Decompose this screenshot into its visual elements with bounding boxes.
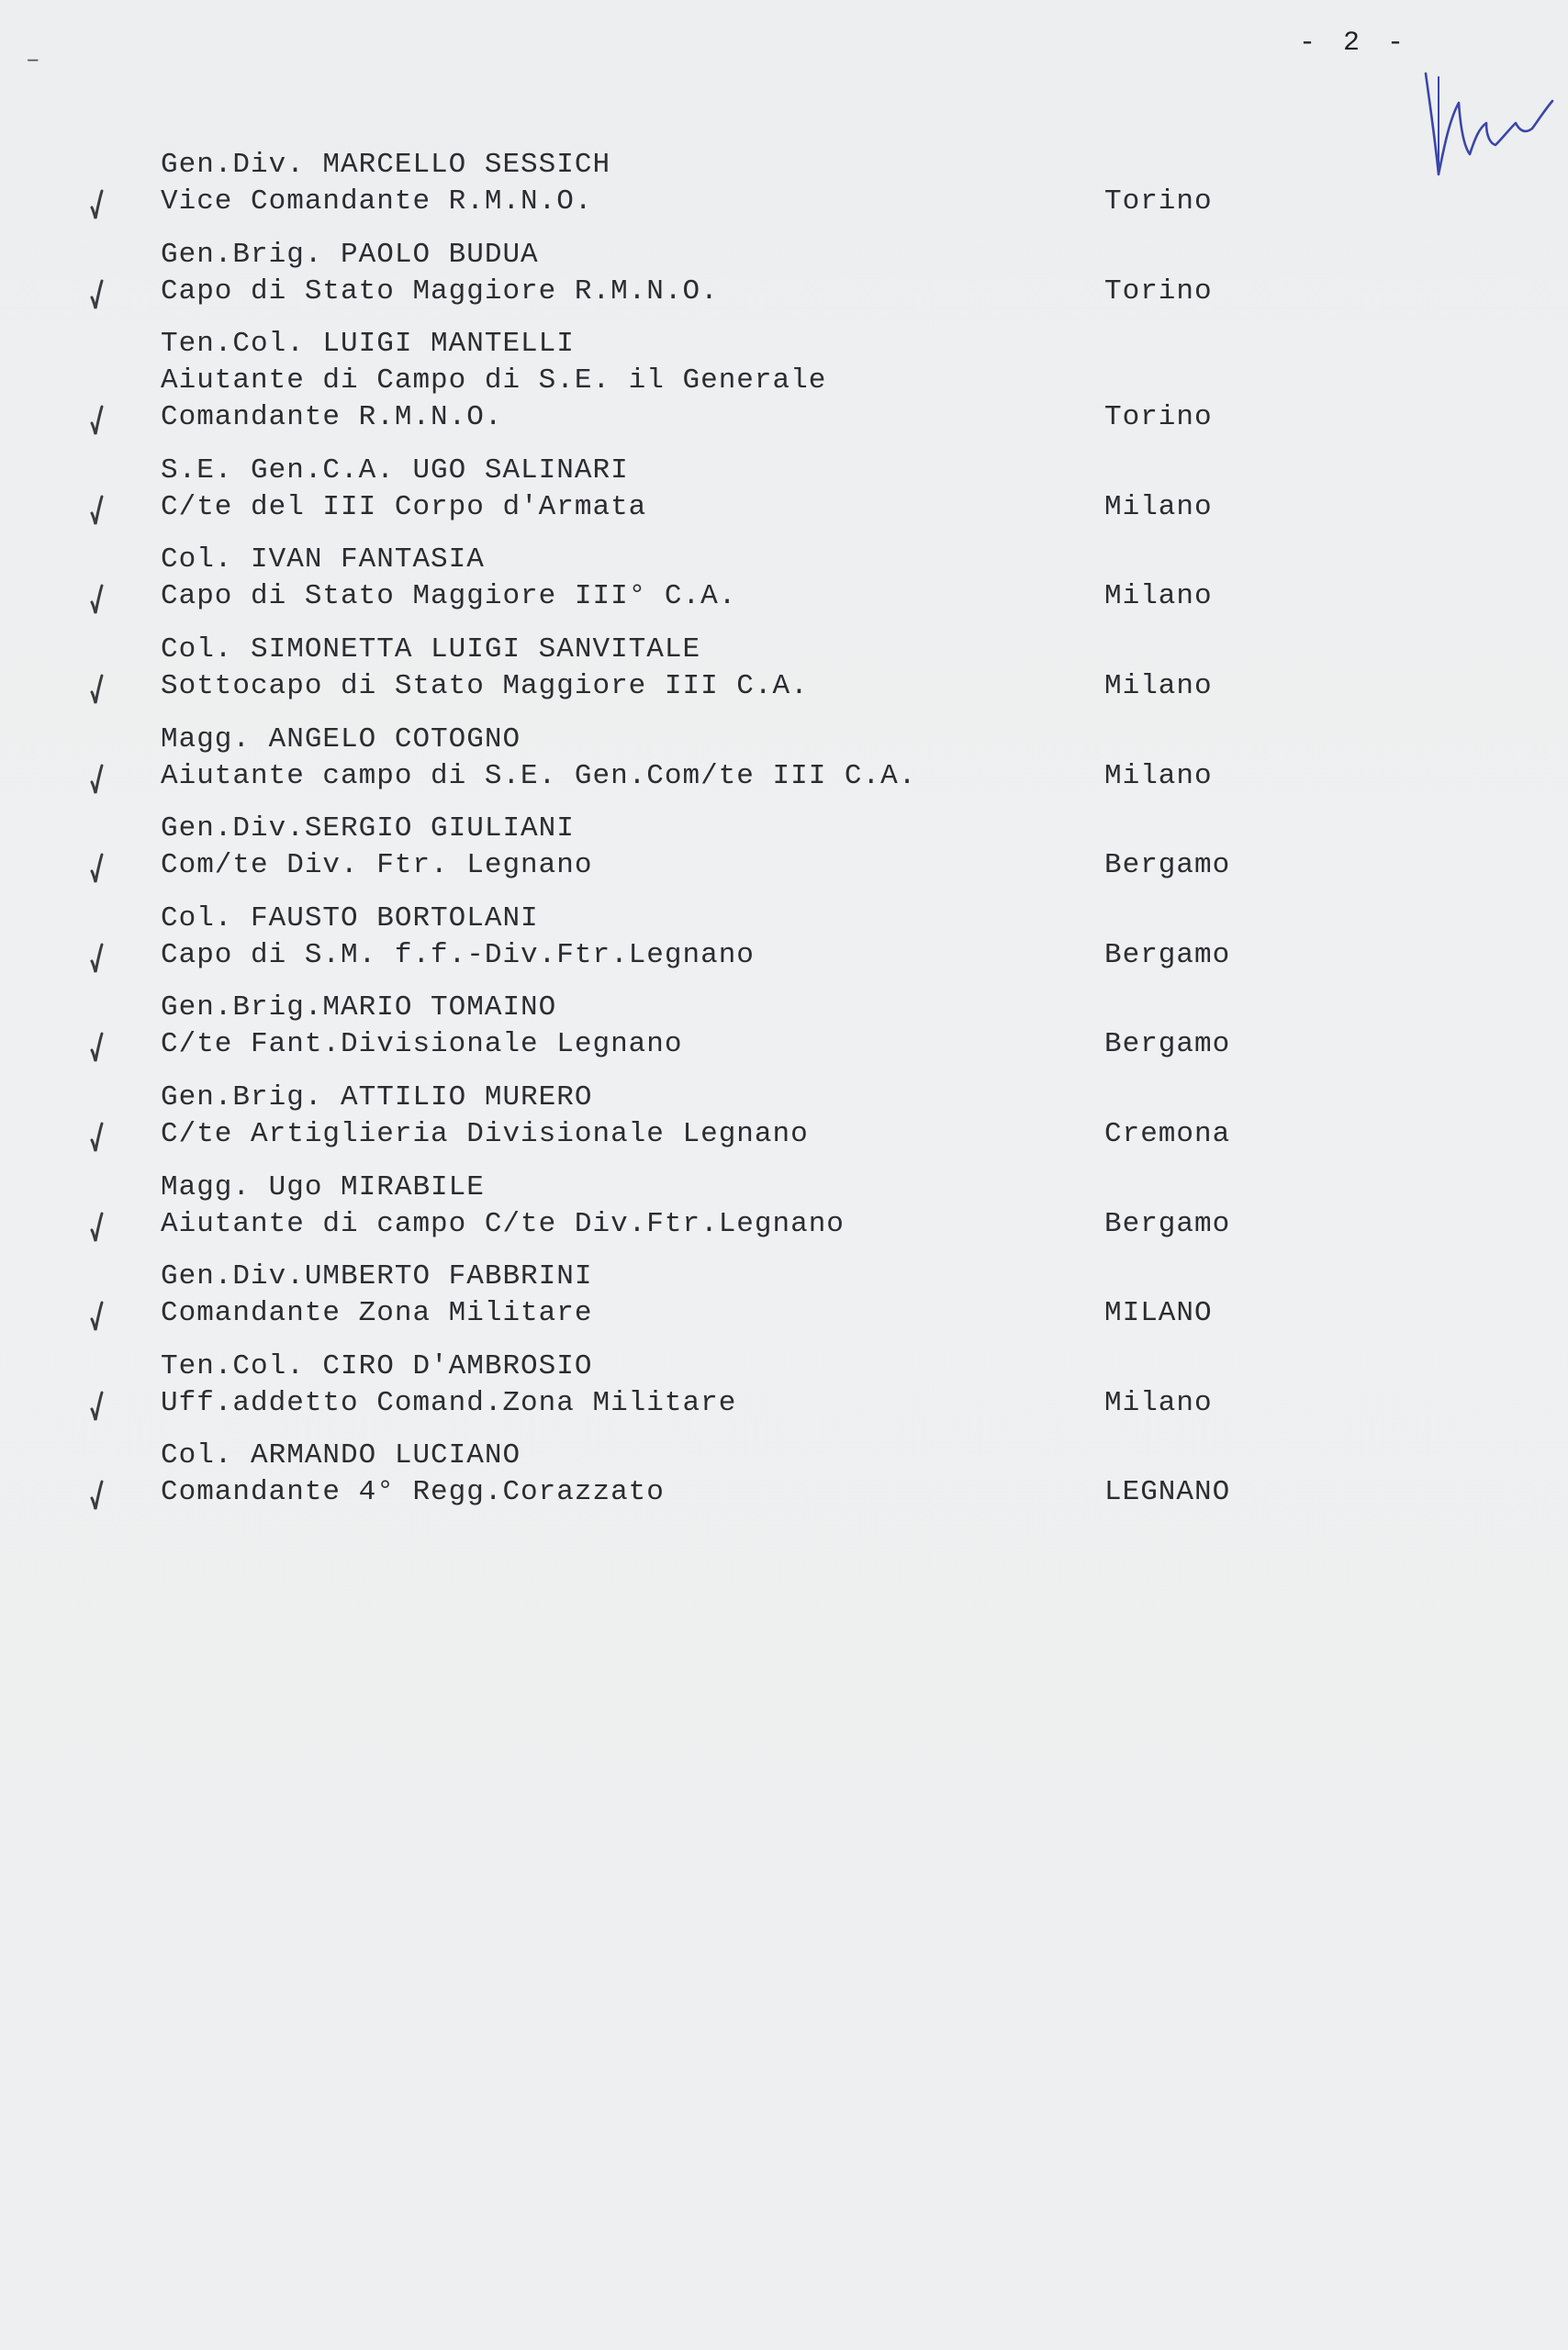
check-mark-icon: [84, 187, 108, 224]
list-item: [0, 326, 1568, 453]
entry-text: [161, 542, 736, 615]
list-item: [0, 542, 1568, 632]
entry-role: Comandante Zona Militare: [161, 1297, 593, 1330]
entry-text: [161, 1259, 592, 1332]
entry-role: C/te del III Corpo d'Armata: [161, 490, 647, 523]
entry-role: Capo di S.M. f.f.-Div.Ftr.Legnano: [161, 938, 755, 971]
list-item: [0, 453, 1568, 543]
entry-name: Gen.Brig. ATTILIO MURERO: [161, 1080, 593, 1113]
entry-role: Comandante R.M.N.O.: [161, 401, 503, 434]
check-mark-icon: [84, 941, 108, 978]
entry-name: S.E. Gen.C.A. UGO SALINARI: [161, 453, 629, 487]
entry-city: Torino: [1104, 401, 1213, 434]
entry-text: [161, 1438, 665, 1511]
entry-city: MILANO: [1104, 1297, 1213, 1330]
list-item: [0, 722, 1568, 811]
entry-city: Bergamo: [1104, 938, 1231, 971]
entry-text: [161, 811, 592, 884]
entry-name: Col. SIMONETTA LUIGI SANVITALE: [161, 632, 701, 666]
entry-name: Gen.Brig.MARIO TOMAINO: [161, 991, 557, 1024]
entry-city: Bergamo: [1104, 1028, 1231, 1061]
entry-text: [161, 147, 610, 220]
entry-text: [161, 1348, 736, 1422]
entry-text: [161, 901, 755, 974]
entry-text: [161, 632, 809, 705]
check-mark-icon: [84, 1389, 108, 1426]
entry-city: Milano: [1104, 759, 1213, 792]
entry-text: [161, 990, 683, 1063]
entry-city: Cremona: [1104, 1117, 1231, 1150]
list-item: [0, 1348, 1568, 1438]
list-item: [0, 237, 1568, 327]
entry-city: Torino: [1104, 274, 1213, 308]
entry-name: Magg. ANGELO COTOGNO: [161, 722, 521, 755]
entry-name: Col. IVAN FANTASIA: [161, 543, 485, 576]
entry-role: Vice Comandante R.M.N.O.: [161, 185, 593, 218]
entry-city: Torino: [1104, 185, 1213, 218]
check-mark-icon: [84, 672, 108, 709]
list-item: [0, 811, 1568, 901]
check-mark-icon: [84, 1299, 108, 1336]
entry-city: LEGNANO: [1104, 1476, 1231, 1509]
entry-role: C/te Fant.Divisionale Legnano: [161, 1028, 683, 1061]
entry-name: Gen.Div. MARCELLO SESSICH: [161, 149, 611, 181]
entry-name: Gen.Div.SERGIO GIULIANI: [161, 812, 575, 845]
entry-city: Milano: [1104, 490, 1213, 523]
entry-city: Milano: [1104, 669, 1213, 702]
entry-name: Ten.Col. CIRO D'AMBROSIO: [161, 1349, 593, 1382]
list-item: [0, 1259, 1568, 1348]
entry-role: Comandante 4° Regg.Corazzato: [161, 1476, 665, 1509]
entry-name: Gen.Brig. PAOLO BUDUA: [161, 238, 539, 271]
check-mark-icon: [84, 277, 108, 314]
entry-city: Milano: [1104, 580, 1213, 613]
check-mark-icon: [84, 1030, 108, 1067]
check-mark-icon: [84, 1478, 108, 1515]
check-mark-icon: [84, 1120, 108, 1157]
entry-name: Col. ARMANDO LUCIANO: [161, 1439, 521, 1472]
stray-mark: ‒: [26, 46, 40, 73]
check-mark-icon: [84, 762, 108, 799]
entry-role: Aiutante campo di S.E. Gen.Com/te III C.A.: [161, 759, 917, 792]
entry-text: [161, 1169, 845, 1243]
entry-name: Col. FAUSTO BORTOLANI: [161, 901, 539, 934]
entry-name: Ten.Col. LUIGI MANTELLI: [161, 328, 575, 361]
check-mark-icon: [84, 493, 108, 530]
check-mark-icon: [84, 403, 108, 440]
entry-role: Uff.addetto Comand.Zona Militare: [161, 1386, 737, 1419]
page-number: - 2 -: [1299, 28, 1410, 59]
list-item: [0, 1169, 1568, 1259]
entry-name: Gen.Div.UMBERTO FABBRINI: [161, 1260, 593, 1293]
list-item: [0, 632, 1568, 722]
entry-city: Bergamo: [1104, 849, 1231, 882]
list-item: [0, 1080, 1568, 1169]
entry-name: Magg. Ugo MIRABILE: [161, 1170, 485, 1203]
recipient-list: [0, 147, 1568, 1528]
list-item: [0, 990, 1568, 1080]
entry-role: Aiutante di campo C/te Div.Ftr.Legnano: [161, 1207, 845, 1240]
entry-city: Milano: [1104, 1386, 1213, 1419]
entry-role: Com/te Div. Ftr. Legnano: [161, 849, 593, 882]
entry-text: [161, 722, 916, 795]
check-mark-icon: [84, 851, 108, 888]
entry-role: C/te Artiglieria Divisionale Legnano: [161, 1117, 809, 1150]
entry-text: [161, 237, 719, 310]
entry-role: Capo di Stato Maggiore R.M.N.O.: [161, 274, 719, 308]
entry-role: Capo di Stato Maggiore III° C.A.: [161, 580, 737, 613]
entry-role: Sottocapo di Stato Maggiore III C.A.: [161, 669, 809, 702]
check-mark-icon: [84, 1210, 108, 1247]
entry-text: [161, 453, 646, 526]
list-item: [0, 901, 1568, 990]
entry-city: Bergamo: [1104, 1207, 1231, 1240]
check-mark-icon: [84, 582, 108, 619]
list-item: [0, 1438, 1568, 1528]
entry-text: [161, 326, 826, 436]
entry-text: [161, 1080, 809, 1153]
list-item: [0, 147, 1568, 237]
entry-role: Aiutante di Campo di S.E. il Generale: [161, 364, 827, 397]
